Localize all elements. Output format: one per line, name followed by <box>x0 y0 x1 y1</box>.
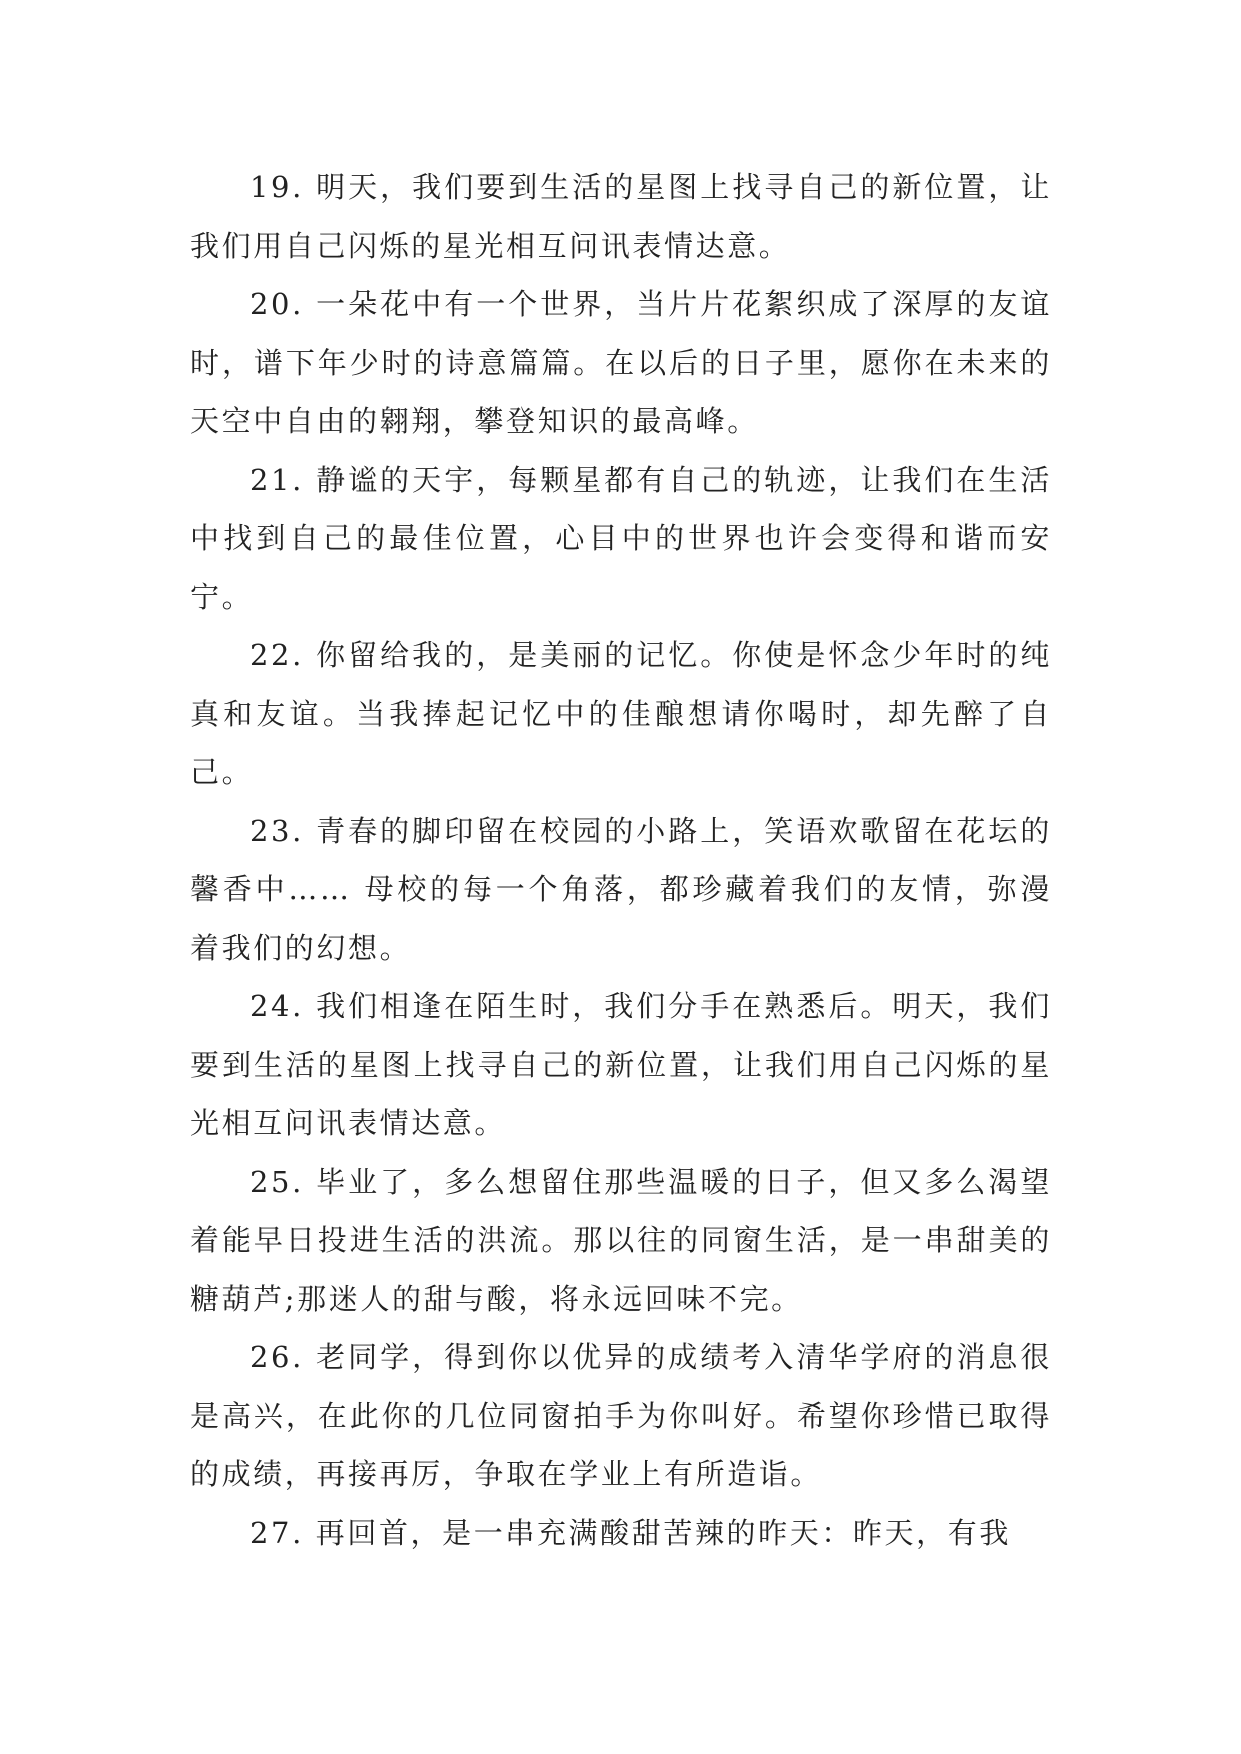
paragraph-21: 21. 静谧的天宇，每颗星都有自己的轨迹，让我们在生活中找到自己的最佳位置，心目中的世界也许会变得和谐而安宁。 <box>190 462 1052 614</box>
document-body <box>190 158 1052 1562</box>
paragraph-20: 20. 一朵花中有一个世界，当片片花絮织成了深厚的友谊时，谱下年少时的诗意篇篇。在以后的日子里，愿你在未来的天空中自由的翱翔，攀登知识的最高峰。 <box>190 287 1052 438</box>
paragraph-19: 19. 明天，我们要到生活的星图上找寻自己的新位置，让我们用自己闪烁的星光相互问讯表情达意。 <box>190 170 1052 263</box>
paragraph-25: 25. 毕业了，多么想留住那些温暖的日子，但又多么渴望着能早日投进生活的洪流。那以往的同窗生活，是一串甜美的糖葫芦;那迷人的甜与酸，将永远回味不完。 <box>190 1164 1052 1316</box>
paragraph-24: 24. 我们相逢在陌生时，我们分手在熟悉后。明天，我们要到生活的星图上找寻自己的新位置，让我们用自己闪烁的星光相互问讯表情达意。 <box>190 989 1052 1140</box>
paragraph-26: 26. 老同学，得到你以优异的成绩考入清华学府的消息很是高兴，在此你的几位同窗拍手为你叫好。希望你珍惜已取得的成绩，再接再厉，争取在学业上有所造诣。 <box>190 1340 1052 1491</box>
paragraph-22: 22. 你留给我的，是美丽的记忆。你使是怀念少年时的纯真和友谊。当我捧起记忆中的佳酿想请你喝时，却先醉了自己。 <box>190 638 1052 789</box>
paragraph-23: 23. 青春的脚印留在校园的小路上，笑语欢歌留在花坛的馨香中…… 母校的每一个角落，都珍藏着我们的友情，弥漫着我们的幻想。 <box>190 813 1052 965</box>
paragraph-27: 27. 再回首，是一串充满酸甜苦辣的昨天：昨天，有我 <box>250 1515 1011 1550</box>
